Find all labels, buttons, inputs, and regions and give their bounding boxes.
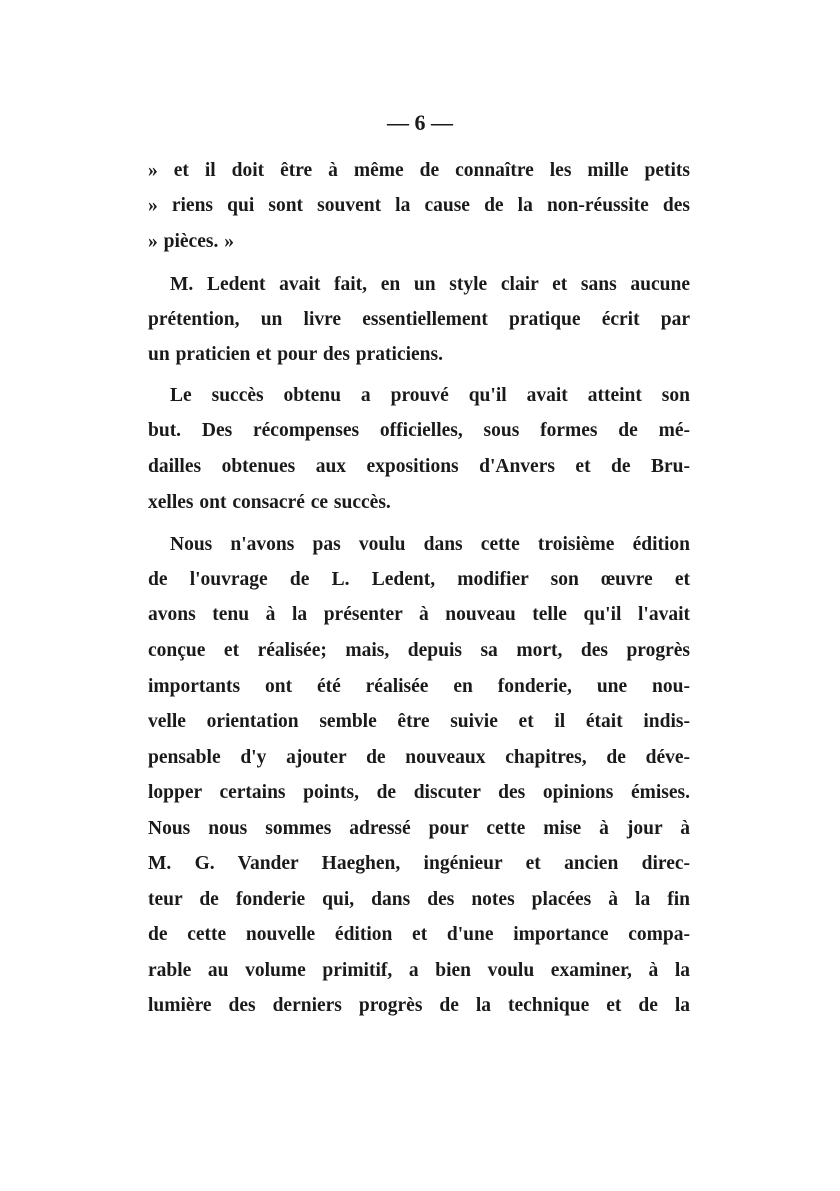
- text-line: lumière des derniers progrès de la technique et de la: [148, 995, 690, 1016]
- text-line: avons tenu à la présenter à nouveau telle qu'il l'avait: [148, 604, 690, 625]
- text-line: prétention, un livre essentiellement pratique écrit par: [148, 309, 690, 330]
- text-line: but. Des récompenses officielles, sous formes de mé-: [148, 420, 690, 441]
- text-line: de l'ouvrage de L. Ledent, modifier son œuvre et: [148, 569, 690, 590]
- text-line: conçue et réalisée; mais, depuis sa mort, des progrès: [148, 640, 690, 661]
- text-line: dailles obtenues aux expositions d'Anvers et de Bru-: [148, 456, 690, 477]
- text-line: velle orientation semble être suivie et il était indis-: [148, 711, 690, 732]
- text-line: M. Ledent avait fait, en un style clair et sans aucune: [170, 274, 690, 295]
- text-line: » et il doit être à même de connaître les mille petits: [148, 160, 690, 181]
- text-line: » pièces. »: [148, 231, 234, 252]
- text-line: un praticien et pour des praticiens.: [148, 344, 443, 365]
- text-line: lopper certains points, de discuter des opinions émises.: [148, 782, 690, 803]
- text-line: importants ont été réalisée en fonderie, une nou-: [148, 676, 690, 697]
- text-line: M. G. Vander Haeghen, ingénieur et ancien direc-: [148, 853, 690, 874]
- text-line: Nous n'avons pas voulu dans cette troisième édition: [170, 534, 690, 555]
- text-line: » riens qui sont souvent la cause de la non-réussite des: [148, 195, 690, 216]
- text-line: Nous nous sommes adressé pour cette mise à jour à: [148, 818, 690, 839]
- text-line: xelles ont consacré ce succès.: [148, 492, 391, 513]
- text-line: pensable d'y ajouter de nouveaux chapitres, de déve-: [148, 747, 690, 768]
- page-number: — 6 —: [387, 110, 453, 135]
- text-line: teur de fonderie qui, dans des notes placées à la fin: [148, 889, 690, 910]
- text-line: de cette nouvelle édition et d'une importance compa-: [148, 924, 690, 945]
- text-line: Le succès obtenu a prouvé qu'il avait atteint son: [170, 385, 690, 406]
- text-line: rable au volume primitif, a bien voulu examiner, à la: [148, 960, 690, 981]
